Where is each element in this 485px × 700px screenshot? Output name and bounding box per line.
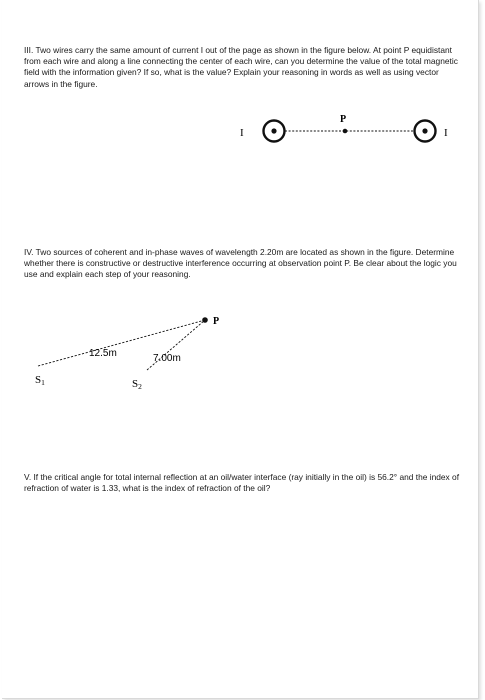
- figure-wires: [240, 114, 448, 142]
- left-wire-dot-icon: [271, 128, 276, 133]
- distance-s2-label: 7.00m: [153, 353, 181, 364]
- point-p-dot: [343, 129, 348, 134]
- source-s1-label: S1: [35, 374, 45, 387]
- observation-point-p-label: P: [213, 316, 220, 327]
- question-4-text: IV. Two sources of coherent and in-phase waves of wavelength 2.20m are located as shown in the figure. Determine whether there is constructive or destructive interference occurring at observation point P. Be clear about the logic you use and explain each step of your reasoning.: [24, 247, 457, 280]
- question-3-text: III. Two wires carry the same amount of current I out of the page as shown in the figure below. At point P equidistant from each wire and along a line connecting the center of each wire, can you determine the value of the total magnetic field with the information given? If so, what is the value? Explain your reasoning in words as well as using vector arrows in the figure.: [24, 45, 458, 89]
- observation-point-p-dot: [202, 317, 208, 323]
- right-wire-dot-icon: [422, 128, 427, 133]
- left-wire-label: I: [240, 127, 244, 139]
- figure-sources: [35, 316, 219, 391]
- distance-s1-label: 12.5m: [89, 348, 117, 359]
- question-5-text: V. If the critical angle for total internal reflection at an oil/water interface (ray initially in the oil) is 56.2° and the index of refraction of water is 1.33, what is the index of refraction of the oil?: [24, 472, 460, 494]
- right-wire-label: I: [444, 127, 448, 139]
- source-s2-label: S2: [132, 378, 142, 391]
- point-p-label: P: [340, 114, 347, 125]
